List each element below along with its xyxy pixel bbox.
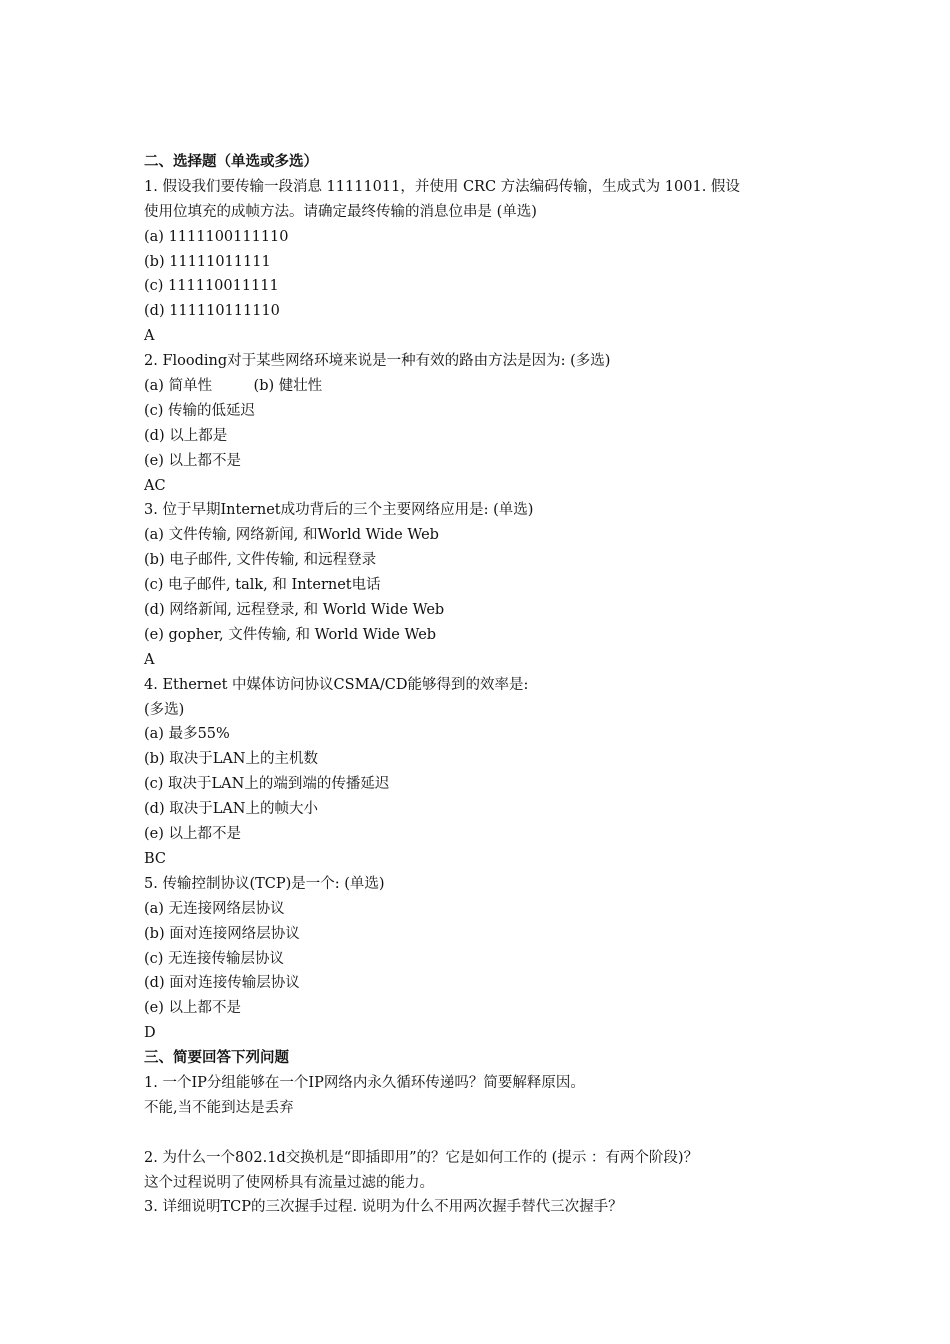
option-line: (d) 以上都是 bbox=[144, 427, 228, 444]
option-line: (d) 面对连接传输层协议 bbox=[144, 975, 300, 992]
answer-line: D bbox=[144, 1025, 156, 1042]
blank-line bbox=[144, 1121, 824, 1146]
option-line: (c) 无连接传输层协议 bbox=[144, 950, 285, 967]
answer-line: AC bbox=[144, 477, 166, 494]
question-4-text: 4. Ethernet 中媒体访问协议CSMA/CD能够得到的效率是: bbox=[144, 676, 529, 693]
option-line: (b) 电子邮件, 文件传输, 和远程登录 bbox=[144, 552, 377, 569]
option-line: (a) 无连接网络层协议 bbox=[144, 900, 285, 917]
option-line: (d) 取决于LAN上的帧大小 bbox=[144, 801, 318, 818]
question-3-text: 3. 位于早期Internet成功背后的三个主要网络应用是: (单选) bbox=[144, 502, 534, 519]
option-line: (a) 简单性 (b) 健壮性 bbox=[144, 378, 323, 395]
option-line: (a) 1111100111110 bbox=[144, 228, 289, 245]
option-line: (c) 传输的低延迟 bbox=[144, 402, 256, 419]
short-question-2-text: 2. 为什么一个802.1d交换机是“即插即用”的？它是如何工作的 (提示 ：有两个阶段)？ bbox=[144, 1149, 699, 1166]
option-line: (e) 以上都不是 bbox=[144, 452, 242, 469]
question-5-text: 5. 传输控制协议(TCP)是一个: (单选) bbox=[144, 875, 385, 892]
option-line: (a) 文件传输, 网络新闻, 和World Wide Web bbox=[144, 527, 439, 544]
answer-line: BC bbox=[144, 850, 167, 867]
short-question-1-text: 1. 一个IP分组能够在一个IP网络内永久循环传递吗？简要解释原因。 bbox=[144, 1074, 585, 1091]
document-page bbox=[144, 150, 824, 1220]
option-line: (c) 取决于LAN上的端到端的传播延迟 bbox=[144, 776, 390, 793]
question-1-text-cont: 使用位填充的成帧方法。请确定最终传输的消息位串是 (单选) bbox=[144, 203, 537, 220]
short-answer-1: 不能,当不能到达是丢弃 bbox=[144, 1099, 294, 1116]
question-2-text: 2. Flooding对于某些网络环境来说是一种有效的路由方法是因为: (多选) bbox=[144, 353, 611, 370]
option-line: (e) 以上都不是 bbox=[144, 1000, 242, 1017]
section-heading-short-answer: 三、简要回答下列问题 bbox=[144, 1049, 289, 1067]
option-line: (b) 取决于LAN上的主机数 bbox=[144, 751, 318, 768]
answer-line: A bbox=[144, 651, 155, 668]
option-line: (d) 网络新闻, 远程登录, 和 World Wide Web bbox=[144, 602, 445, 619]
option-line: (b) 11111011111 bbox=[144, 253, 271, 270]
option-line: (e) gopher, 文件传输, 和 World Wide Web bbox=[144, 626, 437, 643]
option-line: (e) 以上都不是 bbox=[144, 826, 242, 843]
question-4-text-cont: (多选) bbox=[144, 701, 185, 718]
option-line: (a) 最多55% bbox=[144, 726, 230, 743]
short-question-3-text: 3. 详细说明TCP的三次握手过程. 说明为什么不用两次握手替代三次握手？ bbox=[144, 1199, 623, 1216]
question-1-text: 1. 假设我们要传输一段消息 11111011，并使用 CRC 方法编码传输，生成式为 1001. 假设 bbox=[144, 178, 740, 195]
option-line: (b) 面对连接网络层协议 bbox=[144, 925, 300, 942]
answer-line: A bbox=[144, 328, 155, 345]
option-line: (c) 电子邮件, talk, 和 Internet电话 bbox=[144, 577, 381, 594]
option-line: (d) 111110111110 bbox=[144, 303, 280, 320]
option-line: (c) 111110011111 bbox=[144, 278, 279, 295]
short-question-2-text-cont: 这个过程说明了使网桥具有流量过滤的能力。 bbox=[144, 1174, 434, 1191]
section-heading-choice: 二、选择题（单选或多选） bbox=[144, 153, 318, 170]
